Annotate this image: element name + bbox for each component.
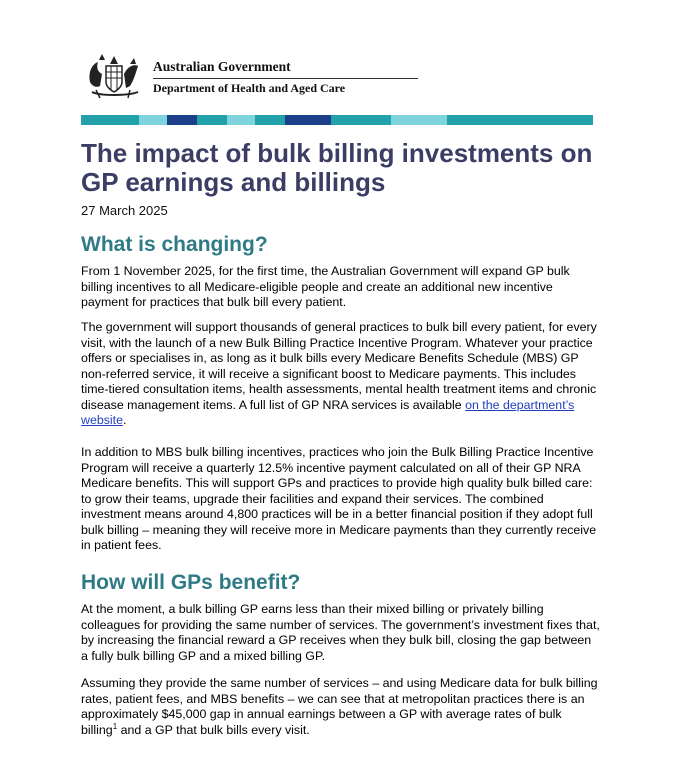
- publication-date: 27 March 2025: [81, 203, 168, 218]
- paragraph: [81, 676, 601, 738]
- paragraph: At the moment, a bulk billing GP earns less than their mixed billing or privately billing colleagues for providing the same number of services. The government’s investment fixes that, by increasing the financial reward a GP receives when they bulk bill, closing the gap between a fully bulk billing GP and a mixed billing GP.: [81, 602, 600, 663]
- page-title: The impact of bulk billing investments on GP earnings and billings: [81, 138, 593, 197]
- band-segment: [139, 115, 167, 125]
- paragraph: In addition to MBS bulk billing incentives, practices who join the Bulk Billing Practice Incentive Program will receive a quarterly 12.5% incentive payment calculated on all of their GP NRA Medicare benefits. This will support GPs and practices to provide high quality bulk billed care: to grow their teams, upgrade their facilities and expand their services. The combined investment means around 4,800 practices will be in a better financial position if they adopt full bulk billing – meaning they will receive more in Medicare payments than they currently receive in patient fees.: [81, 445, 597, 552]
- band-segment: [197, 115, 227, 125]
- paragraph-text: The government will support thousands of general practices to bulk bill every patient, for every visit, with the launch of a new Bulk Billing Practice Incentive Program. Whatever your practice offers or specialises in, as long as it bulk bills every Medicare Benefits Schedule (MBS) GP non-referred service, it will receive a significant boost to Medicare payments. This includes time-tiered consultation items, health assessments, mental health treatment items and chronic disease management items. A full list of GP NRA services is available: [81, 320, 597, 412]
- paragraph-end: .: [123, 413, 127, 427]
- section-heading-what-is-changing: What is changing?: [81, 233, 268, 256]
- section-heading-how-will-gps-benefit: How will GPs benefit?: [81, 571, 301, 594]
- band-segment: [507, 115, 593, 125]
- band-segment: [111, 115, 139, 125]
- paragraph: [81, 320, 601, 429]
- department-website-link[interactable]: on the department’s website: [81, 397, 575, 427]
- decorative-color-band: [81, 115, 593, 125]
- band-segment: [391, 115, 447, 125]
- paragraph: From 1 November 2025, for the first time, the Australian Government will expand GP bulk billing incentives to all Medicare-eligible people and create an additional new incentive payment for practices that bulk bill every patient.: [81, 264, 570, 309]
- paragraph-text: Assuming they provide the same number of services – and using Medicare data for bulk billing rates, patient fees, and MBS benefits – we can see that at metropolitan practices there is an approximately $45,000 gap in annual earnings between a GP with average rates of bulk billing: [81, 676, 598, 737]
- band-segment: [81, 115, 111, 125]
- band-segment: [255, 115, 285, 125]
- department-name: Department of Health and Aged Care: [153, 81, 346, 95]
- paragraph-text: and a GP that bulk bills every visit.: [117, 722, 310, 737]
- footnote-marker: 1: [112, 721, 118, 731]
- band-segment: [447, 115, 507, 125]
- header-divider: [153, 78, 418, 79]
- page-header: [84, 52, 604, 102]
- band-segment: [285, 115, 331, 125]
- government-name: Australian Government: [153, 59, 291, 74]
- band-segment: [331, 115, 391, 125]
- coat-of-arms-icon: [84, 52, 144, 100]
- band-segment: [227, 115, 255, 125]
- band-segment: [167, 115, 197, 125]
